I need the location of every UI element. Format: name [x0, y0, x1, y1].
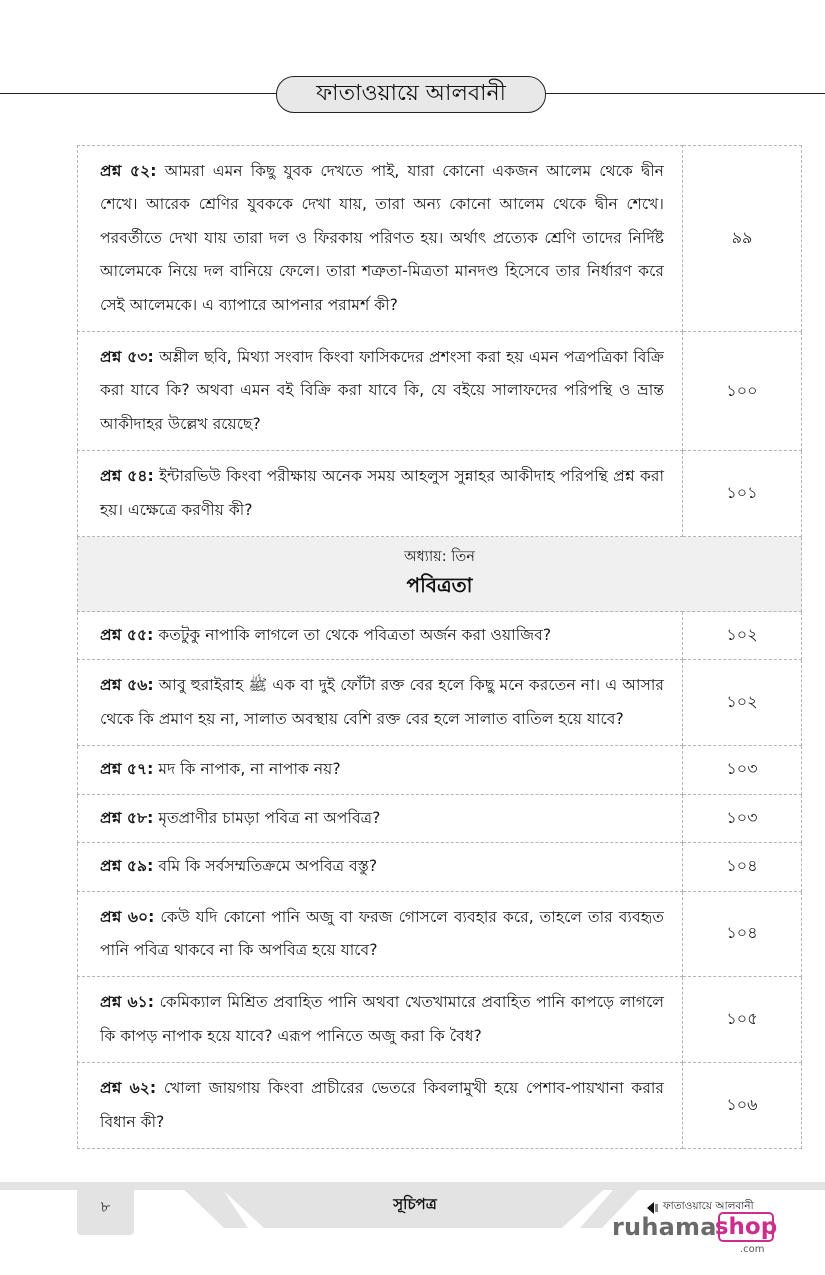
footer-section-title: সূচিপত্র: [393, 1195, 437, 1213]
question-text: মদ কি নাপাক, না নাপাক নয়?: [158, 760, 341, 779]
page-number-cell: ৯৯: [683, 146, 802, 332]
table-row: [78, 146, 802, 332]
page-number-cell: ১০৫: [683, 977, 802, 1063]
chapter-title: পবিত্রতা: [406, 573, 473, 598]
question-cell: [78, 451, 683, 537]
question-label: প্রশ্ন ৫২:: [100, 162, 157, 180]
page-number-cell: ১০২: [683, 660, 802, 746]
page-number-cell: ১০৬: [683, 1063, 802, 1149]
question-cell: [78, 746, 683, 794]
question-cell: [78, 332, 683, 451]
question-cell: [78, 612, 683, 660]
logo-text-ruhama: ruhama: [612, 1213, 717, 1241]
question-cell: [78, 794, 683, 842]
question-text: খোলা জায়গায় কিংবা প্রাচীরের ভেতরে কিবলামুখী হয়ে পেশাব-পায়খানা করার বিধান কী?: [100, 1079, 664, 1131]
question-label: প্রশ্ন ৬২:: [100, 1079, 157, 1098]
question-text: বমি কি সর্বসম্মতিক্রমে অপবিত্র বস্তু?: [158, 857, 378, 876]
table-row: [78, 451, 802, 537]
question-cell: [78, 660, 683, 746]
question-label: প্রশ্ন ৫৯:: [100, 857, 154, 876]
contents-table: [77, 145, 802, 1149]
question-label: প্রশ্ন ৬১:: [100, 993, 154, 1012]
question-label: প্রশ্ন ৫৮:: [100, 808, 154, 827]
page-number-cell: ১০৩: [683, 794, 802, 842]
question-label: প্রশ্ন ৫৬:: [100, 676, 154, 695]
question-text: ইন্টারভিউ কিংবা পরীক্ষায় অনেক সময় আহলুস সুন্নাহর আকীদাহ পরিপন্থি প্রশ্ন করা হয়। এক্ষেত্রে করণীয় কী?: [100, 467, 664, 519]
question-cell: [78, 977, 683, 1063]
table-row: [78, 794, 802, 842]
chapter-header-row: [78, 537, 802, 612]
question-text: কেমিক্যাল মিশ্রিত প্রবাহিত পানি অথবা খেতখামারে প্রবাহিত পানি কাপড়ে লাগলে কি কাপড় নাপাক হয়ে যাবে? এরূপ পানিতে অজু করা কি বৈধ?: [100, 993, 664, 1045]
question-text: মৃতপ্রাণীর চামড়া পবিত্র না অপবিত্র?: [158, 808, 381, 827]
question-text: আমরা এমন কিছু যুবক দেখতে পাই, যারা কোনো একজন আলেম থেকে দ্বীন শেখে। আরেক শ্রেণির যুবককে দেখা যায়, তারা অন্য কোনো আলেম থেকে দ্বীন শেখে। পরবর্তীতে দেখা যায় তারা দল ও ফিরকায় পরিণত হয়। অর্থাৎ প্রত্যেক শ্রেণি তাদের নির্দিষ্ট আলেমকে নিয়ে দল বানিয়ে ফেলে। তারা শত্রুতা-মিত্রতা মানদণ্ড হিসেবে তার নির্ধারণ করে সেই আলেমকে। এ ব্যাপারে আপনার পরামর্শ কী?: [100, 162, 664, 314]
question-label: প্রশ্ন ৫৪:: [100, 467, 154, 486]
question-cell: [78, 1063, 683, 1149]
page-number-cell: ১০৩: [683, 746, 802, 794]
logo-text-com: .com: [740, 1244, 765, 1255]
question-text: অশ্লীল ছবি, মিথ্যা সংবাদ কিংবা ফাসিকদের প্রশংসা করা হয় এমন পত্রপত্রিকা বিক্রি করা যাবে কি? অথবা এমন বই বিক্রি করা যাবে কি, যে বইয়ে সালাফদের পরিপন্থি ও ভ্রান্ত আকীদাহর উল্লেখ রয়েছে?: [100, 348, 664, 433]
table-row: [78, 1063, 802, 1149]
chapter-header-cell: [78, 537, 802, 612]
question-label: প্রশ্ন ৫৩:: [100, 348, 154, 367]
running-header-title: ফাতাওয়ায়ে আলবানী: [276, 76, 546, 113]
logo-text-shop: shop: [718, 1212, 774, 1242]
table-row: [78, 891, 802, 977]
question-cell: [78, 891, 683, 977]
question-cell: [78, 843, 683, 891]
page-number-cell: ১০০: [683, 332, 802, 451]
table-row: [78, 746, 802, 794]
page-number-cell: ১০৪: [683, 891, 802, 977]
question-cell: [78, 146, 683, 332]
question-text: কেউ যদি কোনো পানি অজু বা ফরজ গোসলে ব্যবহার করে, তাহলে তার ব্যবহৃত পানি পবিত্র থাকবে না কি অপবিত্র হয়ে যাবে?: [100, 907, 664, 959]
footer-book-title: ফাতাওয়ায়ে আলবানী: [663, 1200, 754, 1212]
question-label: প্রশ্ন ৫৫:: [100, 626, 154, 645]
page-number-cell: ১০১: [683, 451, 802, 537]
chapter-number: অধ্যায়: তিন: [404, 549, 475, 566]
question-text: আবু হুরাইরাহ ﷺ এক বা দুই ফোঁটা রক্ত বের হলে কিছু মনে করতেন না। এ আসার থেকে কি প্রমাণ হয় না, সালাত অবস্থায় বেশি রক্ত বের হলে সালাত বাতিল হয়ে যাবে?: [100, 676, 664, 728]
question-label: প্রশ্ন ৬০:: [100, 907, 155, 926]
table-row: [78, 660, 802, 746]
question-label: প্রশ্ন ৫৭:: [100, 760, 154, 779]
table-row: [78, 977, 802, 1063]
table-row: [78, 843, 802, 891]
question-text: কতটুকু নাপাকি লাগলে তা থেকে পবিত্রতা অর্জন করা ওয়াজিব?: [158, 626, 552, 645]
ruhamashop-logo: [612, 1212, 790, 1262]
page-number-cell: ১০৪: [683, 843, 802, 891]
table-row: [78, 612, 802, 660]
footer-page-number: ৮: [77, 1182, 134, 1235]
page-number-cell: ১০২: [683, 612, 802, 660]
table-row: [78, 332, 802, 451]
